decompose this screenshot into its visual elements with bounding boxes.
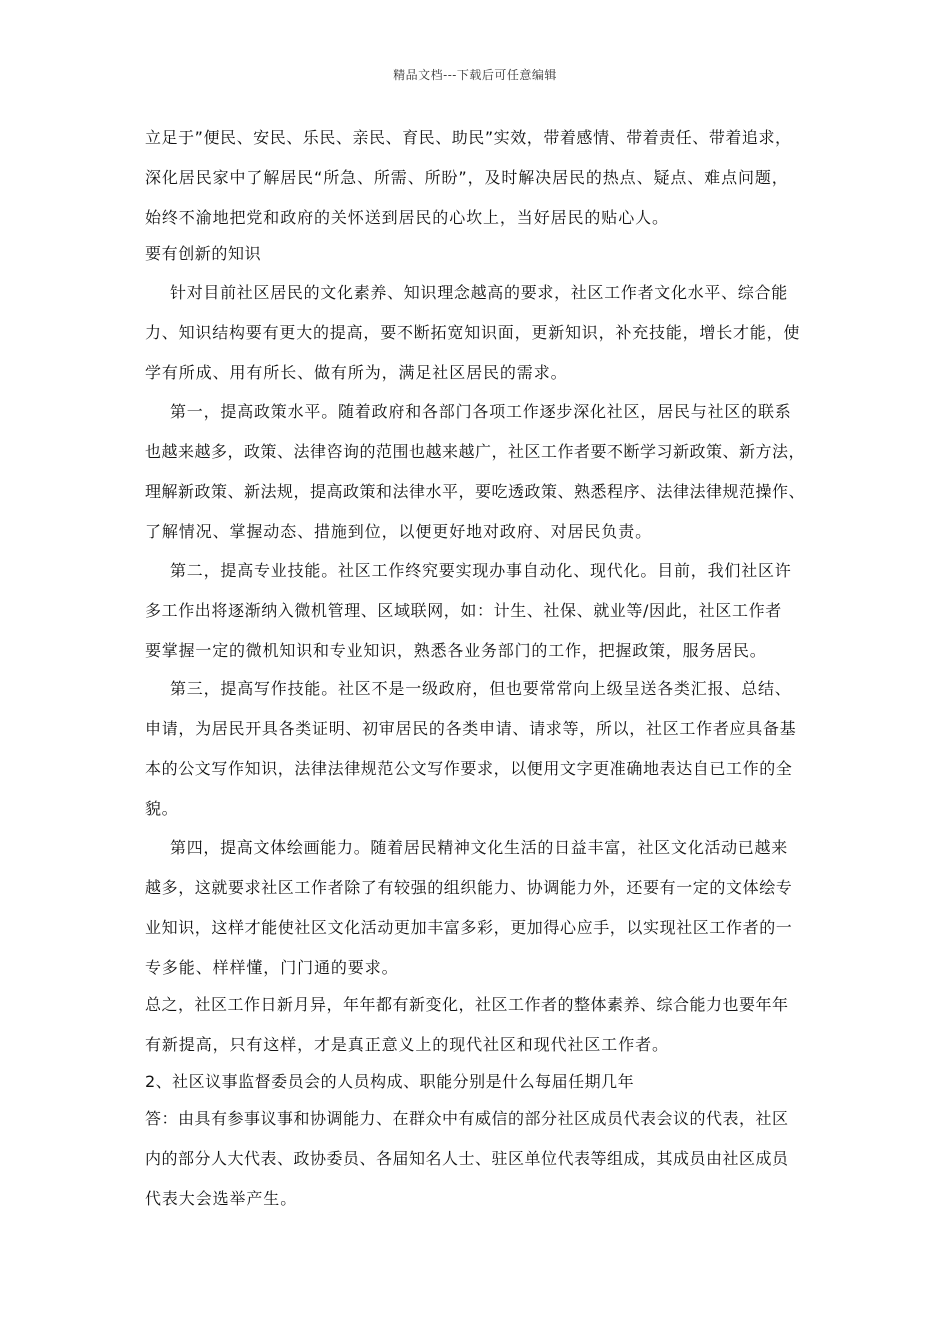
body-line: 也越来越多，政策、法律咨询的范围也越来越广，社区工作者要不断学习新政策、新方法， [145, 442, 806, 461]
body-line: 申请，为居民开具各类证明、初审居民的各类申请、请求等，所以，社区工作者应具备基 [145, 719, 797, 738]
paragraph-first-line: 第一，提高政策水平。随着政府和各部门各项工作逐步深化社区，居民与社区的联系 [170, 402, 792, 421]
body-line: 始终不渝地把党和政府的关怀送到居民的心坎上，当好居民的贴心人。 [145, 208, 669, 227]
paragraph-first-line: 第四，提高文体绘画能力。随着居民精神文化生活的日益丰富，社区文化活动已越来 [170, 838, 788, 857]
body-line: 深化居民家中了解居民“所急、所需、所盼”，及时解决居民的热点、疑点、难点问题， [145, 168, 789, 187]
body-line: 多工作出将逐渐纳入微机管理、区域联网，如：计生、社保、就业等/因此，社区工作者 [145, 601, 782, 620]
section-heading: 要有创新的知识 [145, 244, 262, 263]
paragraph-first-line: 第三，提高写作技能。社区不是一级政府，但也要常常向上级呈送各类汇报、总结、 [170, 679, 792, 698]
body-line: 业知识，这样才能使社区文化活动更加丰富多彩，更加得心应手，以实现社区工作者的一 [145, 918, 793, 937]
body-line: 立足于”便民、安民、乐民、亲民、育民、助民”实效，带着感情、带着责任、带着追求， [145, 128, 792, 147]
body-line: 本的公文写作知识，法律法律规范公文写作要求，以便用文字更准确地表达自已工作的全 [145, 759, 793, 778]
question-heading: 2、社区议事监督委员会的人员构成、职能分别是什么每届任期几年 [145, 1072, 635, 1091]
answer-line: 答：由具有参事议事和协调能力、在群众中有威信的部分社区成员代表会议的代表，社区 [145, 1109, 789, 1128]
body-line: 力、知识结构要有更大的提高，要不断拓宽知识面，更新知识，补充技能，增长才能，使 [145, 323, 801, 342]
body-line: 貌。 [145, 799, 179, 818]
body-line: 专多能、样样懂，门门通的要求。 [145, 958, 399, 977]
body-line: 总之，社区工作日新月异，年年都有新变化，社区工作者的整体素养、综合能力也要年年 [145, 995, 789, 1014]
page-header: 精品文档---下载后可任意编辑 [393, 68, 557, 82]
body-line: 要掌握一定的微机知识和专业知识，熟悉各业务部门的工作，把握政策，服务居民。 [145, 641, 767, 660]
body-line: 了解情况、掌握动态、措施到位，以便更好地对政府、对居民负责。 [145, 522, 653, 541]
body-line: 内的部分人大代表、政协委员、各届知名人士、驻区单位代表等组成，其成员由社区成员 [145, 1149, 789, 1168]
paragraph-first-line: 针对目前社区居民的文化素养、知识理念越高的要求，社区工作者文化水平、综合能 [170, 283, 788, 302]
paragraph-first-line: 第二，提高专业技能。社区工作终究要实现办事自动化、现代化。目前，我们社区许 [170, 561, 792, 580]
body-line: 越多，这就要求社区工作者除了有较强的组织能力、协调能力外，还要有一定的文体绘专 [145, 878, 793, 897]
body-line: 代表大会选举产生。 [145, 1189, 298, 1208]
body-line: 理解新政策、新法规，提高政策和法律水平，要吃透政策、熟悉程序、法律法律规范操作、 [145, 482, 806, 501]
body-line: 有新提高，只有这样，才是真正意义上的现代社区和现代社区工作者。 [145, 1035, 669, 1054]
body-line: 学有所成、用有所长、做有所为，满足社区居民的需求。 [145, 363, 568, 382]
